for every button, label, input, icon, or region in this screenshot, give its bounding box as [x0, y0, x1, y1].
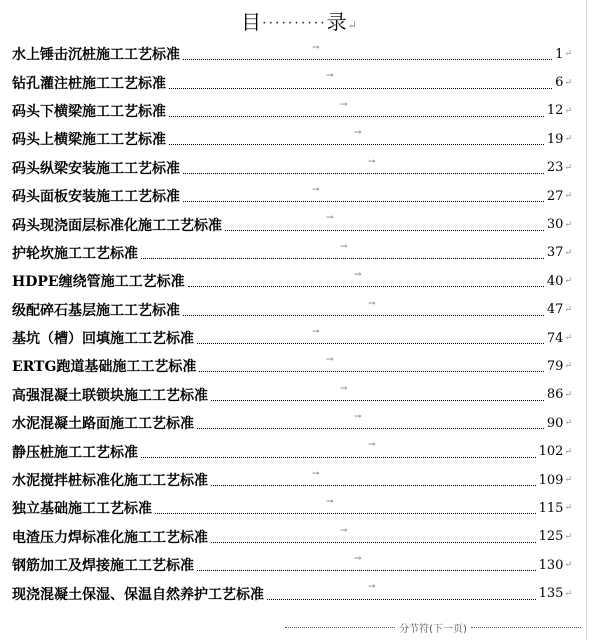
toc-title	[0, 6, 599, 35]
toc-entry[interactable]	[12, 68, 572, 96]
toc-entry-label[interactable]: 护轮坎施工工艺标准	[12, 245, 138, 262]
toc-entry[interactable]	[12, 494, 572, 522]
title-left: 目	[241, 10, 263, 34]
tab-mark-icon: →	[368, 440, 376, 451]
paragraph-mark-icon: ↵	[564, 446, 572, 457]
toc-entry-label[interactable]: HDPE缠绕管施工工艺标准	[12, 274, 185, 291]
toc-entry-label[interactable]: 水泥混凝土路面施工工艺标准	[12, 416, 194, 433]
paragraph-mark-icon: ↵	[564, 276, 572, 287]
title-right: 录	[326, 10, 348, 34]
paragraph-mark-icon: ↵	[564, 191, 572, 202]
paragraph-mark-icon: ↵	[564, 49, 572, 60]
dot-leader	[183, 172, 544, 174]
paragraph-mark-icon: ↵	[564, 304, 572, 315]
dot-leader	[199, 370, 543, 372]
dot-leader	[211, 541, 536, 543]
toc-entry-page[interactable]: 90	[546, 415, 564, 431]
paragraph-mark-icon: ↵	[564, 475, 572, 486]
dot-leader	[169, 143, 544, 145]
toc-entry[interactable]	[12, 239, 572, 267]
tab-mark-icon: →	[312, 184, 320, 195]
tab-mark-icon: →	[368, 582, 376, 593]
dot-leader	[141, 257, 544, 259]
toc-entry[interactable]	[12, 154, 572, 182]
title-dots: ··········	[262, 15, 327, 32]
tab-mark-icon: →	[340, 241, 348, 252]
tab-mark-icon: →	[312, 468, 320, 479]
tab-mark-icon: →	[326, 71, 334, 82]
paragraph-mark-icon: ↵	[564, 531, 572, 542]
paragraph-mark-icon: ↵	[347, 19, 358, 32]
toc-list	[12, 40, 572, 608]
toc-entry[interactable]	[12, 409, 572, 437]
toc-entry-label[interactable]: 钢筋加工及焊接施工工艺标准	[12, 558, 194, 575]
toc-entry-page[interactable]: 27	[546, 188, 564, 204]
toc-entry-page[interactable]: 130	[538, 557, 564, 573]
toc-entry[interactable]	[12, 40, 572, 68]
paragraph-mark-icon: ↵	[564, 333, 572, 344]
tab-mark-icon: →	[326, 355, 334, 366]
paragraph-mark-icon: ↵	[564, 418, 572, 429]
paragraph-mark-icon: ↵	[564, 134, 572, 145]
paragraph-mark-icon: ↵	[564, 588, 572, 599]
toc-entry-label[interactable]: 电渣压力焊标准化施工工艺标准	[12, 529, 208, 546]
dot-leader	[267, 598, 536, 600]
toc-entry-label[interactable]: 静压桩施工工艺标准	[12, 444, 138, 461]
toc-entry-label[interactable]: 码头现浇面层标准化施工工艺标准	[12, 217, 222, 234]
dot-leader	[141, 456, 536, 458]
dot-leader	[169, 115, 544, 117]
tab-mark-icon: →	[312, 326, 320, 337]
dot-leader	[155, 512, 536, 514]
toc-entry-page[interactable]: 6	[555, 75, 564, 91]
toc-entry-label[interactable]: 码头纵梁安装施工工艺标准	[12, 160, 180, 177]
tab-mark-icon: →	[354, 270, 362, 281]
toc-entry[interactable]	[12, 466, 572, 494]
tab-mark-icon: →	[326, 213, 334, 224]
paragraph-mark-icon: ↵	[564, 219, 572, 230]
toc-entry[interactable]	[12, 210, 572, 238]
toc-entry[interactable]	[12, 324, 572, 352]
tab-mark-icon: →	[340, 525, 348, 536]
toc-entry[interactable]	[12, 97, 572, 125]
section-break-label: 分节符(下一页)	[399, 624, 467, 635]
paragraph-mark-icon: ↵	[564, 105, 572, 116]
tab-mark-icon: →	[368, 298, 376, 309]
dot-leader	[225, 229, 544, 231]
paragraph-mark-icon: ↵	[564, 560, 572, 571]
toc-entry[interactable]	[12, 437, 572, 465]
tab-mark-icon: →	[340, 99, 348, 110]
toc-entry-page[interactable]: 30	[546, 217, 564, 233]
section-break	[285, 620, 581, 635]
dot-leader	[211, 484, 536, 486]
toc-entry-page[interactable]: 47	[546, 302, 564, 318]
toc-entry-page[interactable]: 86	[546, 387, 564, 403]
tab-mark-icon: →	[368, 156, 376, 167]
tab-mark-icon: →	[312, 43, 320, 53]
toc-entry-page[interactable]: 79	[546, 358, 564, 374]
toc-entry-label[interactable]: 现浇混凝土保湿、保温自然养护工艺标准	[12, 586, 264, 603]
toc-entry-page[interactable]: 12	[546, 103, 564, 119]
toc-entry[interactable]	[12, 352, 572, 380]
toc-entry-page[interactable]: 37	[546, 245, 564, 261]
toc-entry-label[interactable]: ERTG跑道基础施工工艺标准	[12, 359, 197, 376]
toc-entry-label[interactable]: 独立基础施工工艺标准	[12, 501, 152, 518]
paragraph-mark-icon: ↵	[564, 247, 572, 258]
paragraph-mark-icon: ↵	[564, 162, 572, 173]
toc-entry-label[interactable]: 钻孔灌注桩施工工艺标准	[12, 75, 166, 92]
toc-entry-page[interactable]: 23	[546, 160, 564, 176]
paragraph-mark-icon: ↵	[564, 77, 572, 88]
toc-entry[interactable]	[12, 296, 572, 324]
dot-leader	[183, 314, 544, 316]
paragraph-mark-icon: ↵	[564, 389, 572, 400]
toc-entry-label[interactable]: 水上锤击沉桩施工工艺标准	[12, 47, 180, 64]
dot-leader	[211, 399, 544, 401]
toc-entry-page[interactable]: 74	[546, 330, 564, 346]
dot-leader	[197, 569, 536, 571]
toc-entry[interactable]	[12, 579, 572, 607]
dot-leader	[197, 427, 544, 429]
toc-entry-label[interactable]: 级配碎石基层施工工艺标准	[12, 302, 180, 319]
toc-entry-page[interactable]: 135	[538, 586, 564, 602]
dot-leader	[183, 58, 552, 60]
tab-mark-icon: →	[354, 128, 362, 139]
toc-entry[interactable]	[12, 551, 572, 579]
toc-entry-label[interactable]: 码头下横梁施工工艺标准	[12, 103, 166, 120]
toc-entry-page[interactable]: 115	[538, 500, 564, 516]
toc-entry[interactable]	[12, 523, 572, 551]
toc-entry-page[interactable]: 19	[546, 131, 564, 147]
toc-entry-page[interactable]: 102	[538, 444, 564, 460]
tab-mark-icon: →	[326, 497, 334, 508]
toc-entry-label[interactable]: 码头上横梁施工工艺标准	[12, 132, 166, 149]
section-break-line-right	[471, 627, 581, 628]
toc-entry-page[interactable]: 125	[538, 529, 564, 545]
tab-mark-icon: →	[354, 554, 362, 565]
toc-entry[interactable]	[12, 125, 572, 153]
section-break-line-left	[285, 627, 395, 628]
toc-entry[interactable]	[12, 381, 572, 409]
tab-mark-icon: →	[354, 412, 362, 423]
dot-leader	[188, 285, 544, 287]
dot-leader	[169, 87, 552, 89]
paragraph-mark-icon: ↵	[564, 361, 572, 372]
toc-entry-label[interactable]: 基坑（槽）回填施工工艺标准	[12, 331, 194, 348]
margin-line	[586, 0, 587, 640]
dot-leader	[197, 342, 544, 344]
toc-entry-label[interactable]: 码头面板安装施工工艺标准	[12, 189, 180, 206]
toc-entry[interactable]	[12, 267, 572, 295]
toc-entry-label[interactable]: 水泥搅拌桩标准化施工工艺标准	[12, 473, 208, 490]
paragraph-mark-icon: ↵	[564, 503, 572, 514]
tab-mark-icon: →	[340, 383, 348, 394]
toc-entry-page[interactable]: 109	[538, 472, 564, 488]
toc-entry-page[interactable]: 1	[555, 46, 564, 62]
toc-entry-label[interactable]: 高强混凝土联锁块施工工艺标准	[12, 387, 208, 404]
toc-entry[interactable]	[12, 182, 572, 210]
toc-entry-page[interactable]: 40	[546, 273, 564, 289]
dot-leader	[183, 200, 544, 202]
